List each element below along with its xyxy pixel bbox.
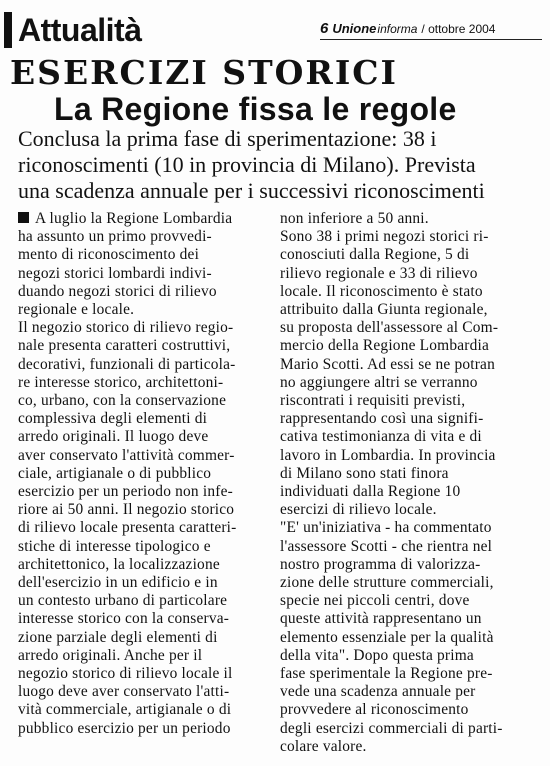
section-title: Attualità	[18, 12, 142, 48]
text-line: della vita". Dopo questa prima	[280, 646, 474, 664]
text-line: fase sperimentale la Regione pre-	[280, 665, 493, 683]
section-bar	[4, 12, 12, 48]
text-line: negozi storici lombardi indivi-	[18, 264, 212, 282]
text-line: Il negozio storico di rilievo regio-	[18, 319, 234, 337]
text-line: duando negozi storici di rilievo	[18, 282, 217, 300]
text-line: Sono 38 i primi negozi storici ri-	[280, 228, 489, 246]
article-column-right	[280, 210, 542, 756]
text-line: non inferiore a 50 anni.	[280, 210, 429, 227]
text-line: riscontrati i requisiti previsti,	[280, 392, 466, 410]
text-line: nostro programma di valorizza-	[280, 555, 481, 573]
brand-suffix: informa	[377, 22, 418, 36]
text-line: su proposta dell'assessore al Com-	[280, 319, 499, 337]
text-line: pubblico esercizio per un periodo	[18, 719, 231, 737]
text-line: esercizi di rilievo locale.	[280, 501, 437, 519]
text-line: rappresentando così una signifi-	[280, 410, 484, 428]
text-line: conosciuti dalla Regione, 5 di	[280, 246, 470, 264]
text-line: Mario Scotti. Ad essi se ne potran	[280, 355, 495, 373]
page-number: 6	[320, 20, 329, 37]
text-line: cativa testimonianza di vita e di	[280, 428, 482, 446]
text-line: ha assunto un primo provvedi-	[18, 228, 212, 246]
text-line: aver conservato l'attività commer-	[18, 446, 235, 464]
text-line: co, urbano, con la conservazione	[18, 392, 227, 410]
text-line: ciale, artigianale o di pubblico	[18, 464, 212, 482]
masthead	[320, 20, 542, 40]
text-line: complessiva degli elementi di	[18, 410, 208, 428]
text-line: rilievo regionale e 33 di rilievo	[280, 264, 478, 282]
text-line: elemento essenziale per la qualità	[280, 628, 494, 646]
text-line: arredo originali. Anche per il	[18, 646, 203, 664]
text-line: di rilievo locale presenta caratteri-	[18, 519, 237, 537]
text-line: arredo originali. Il luogo deve	[18, 428, 209, 446]
text-line: negozio storico di rilievo locale il	[18, 665, 233, 683]
bullet-square-icon	[18, 212, 29, 223]
text-line: vede una scadenza annuale per	[280, 683, 476, 701]
text-line: mento di riconoscimento dei	[18, 246, 200, 264]
text-line: un contesto urbano di particolare	[18, 592, 228, 610]
text-line: l'assessore Scotti - che rientra nel	[280, 537, 493, 555]
article-column-left	[18, 210, 272, 738]
text-line: nale presenta caratteri costruttivi,	[18, 337, 231, 355]
text-line: di Milano sono stati finora	[280, 464, 449, 482]
text-line: attribuito dalla Giunta regionale,	[280, 301, 488, 319]
text-line: interesse storico con la conserva-	[18, 610, 230, 628]
text-line: locale. Il riconoscimento è stato	[280, 282, 483, 300]
text-line: esercizio per un periodo non infe-	[18, 483, 233, 501]
text-line: regionale e locale.	[18, 301, 135, 319]
text-line: lavoro in Lombardia. In provincia	[280, 446, 496, 464]
text-line: A luglio la Regione Lombardia	[18, 210, 272, 228]
text-line: re interesse storico, architettoni-	[18, 373, 224, 391]
brand-name: Unione	[332, 21, 377, 36]
text-line: decorativi, funzionali di particola-	[18, 355, 236, 373]
text-line: mercio della Regione Lombardia	[280, 337, 489, 355]
text-line: no aggiungere altri se verranno	[280, 373, 478, 391]
text-line: vità commerciale, artigianale o di	[18, 701, 232, 719]
text-line: queste attività rappresentano un	[280, 610, 482, 628]
text-line: architettonico, la localizzazione	[18, 555, 220, 573]
text-line: individuati dalla Regione 10	[280, 483, 461, 501]
text-line: dell'esercizio in un edificio e in	[18, 574, 218, 592]
text-line: zione delle strutture commerciali,	[280, 574, 494, 592]
section-header	[4, 12, 142, 48]
subhead-line: una scadenza annuale per i successivi riconoscimenti	[18, 178, 485, 203]
article-headline: La Regione fissa le regole	[54, 91, 457, 127]
issue-date: / ottobre 2004	[421, 22, 496, 36]
text-line: zione parziale degli elementi di	[18, 628, 218, 646]
text-line: degli esercizi commerciali di parti-	[280, 719, 503, 737]
text-line: "E' un'iniziativa - ha commentato	[280, 519, 492, 537]
subhead-line: Conclusa la prima fase di sperimentazione: 38 i	[18, 126, 437, 151]
article-overtitle: ESERCIZI STORICI	[10, 53, 398, 92]
text-line: colare valore.	[280, 737, 367, 755]
text-line: specie nei piccoli centri, dove	[280, 592, 470, 610]
subhead-line: riconoscimenti (10 in provincia di Milano). Prevista	[18, 152, 476, 177]
article-subhead	[18, 126, 548, 204]
text-line: provvedere al riconoscimento	[280, 701, 469, 719]
text-line: riore ai 50 anni. Il negozio storico	[18, 501, 235, 519]
text-line: luogo deve aver conservato l'atti-	[18, 683, 230, 701]
text-line: stiche di interesse tipologico e	[18, 537, 211, 555]
